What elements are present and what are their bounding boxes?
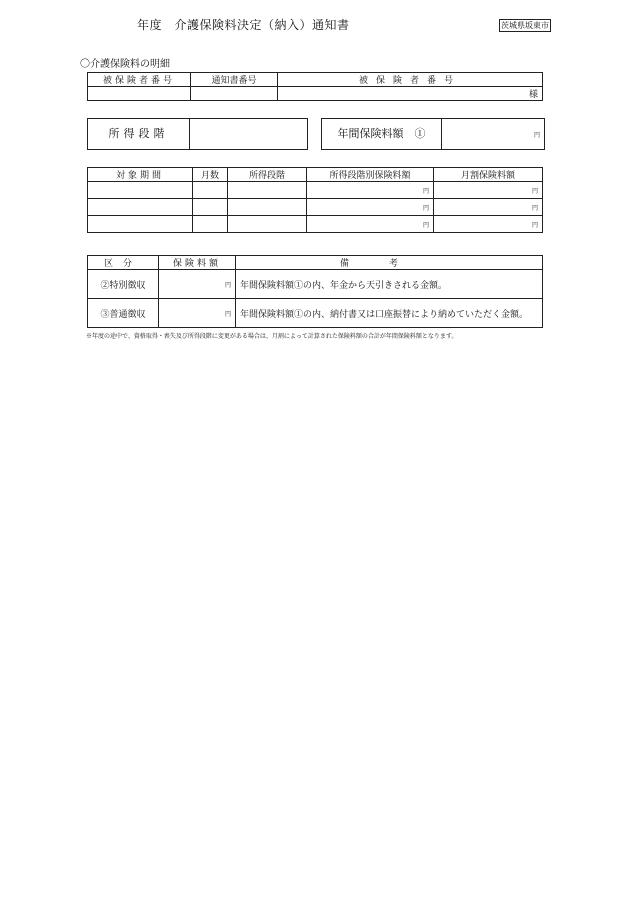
monthly-premium-header: 月割保険料額 — [434, 168, 543, 182]
period-cell — [88, 182, 193, 199]
income-stage-header: 所得段階 — [228, 168, 307, 182]
monthly-premium-cell: 円 — [434, 216, 543, 233]
period-cell — [88, 216, 193, 233]
monthly-premium-cell: 円 — [434, 199, 543, 216]
amount-header: 保険料額 — [159, 256, 236, 270]
section-heading: 〇介護保険料の明細 — [80, 59, 170, 70]
insured-number-header: 被保険者番号 — [88, 73, 191, 87]
insured-name-header: 被保険者番号 — [278, 73, 543, 87]
category-header: 区分 — [88, 256, 159, 270]
municipality-badge: 茨城県坂東市 — [501, 21, 549, 30]
period-row — [88, 182, 543, 199]
collection-row — [88, 270, 543, 299]
stage-cell — [228, 182, 307, 199]
notice-number-cell — [191, 87, 278, 101]
stage-cell — [228, 199, 307, 216]
note-header: 備考 — [236, 256, 543, 270]
collection-table — [87, 255, 543, 328]
annual-premium-yen: 円 — [533, 132, 540, 139]
collection-row — [88, 299, 543, 328]
monthly-premium-cell: 円 — [434, 182, 543, 199]
notice-number-header: 通知書番号 — [191, 73, 278, 87]
category-cell: ③普通徴収 — [88, 299, 159, 328]
notice-title: 年度 介護保険料決定（納入）通知書 — [137, 18, 350, 32]
stage-premium-cell: 円 — [307, 199, 434, 216]
income-stage-label: 所得段階 — [88, 119, 190, 149]
category-cell: ②特別徴収 — [88, 270, 159, 299]
period-row — [88, 216, 543, 233]
period-row — [88, 199, 543, 216]
note-cell: 年間保険料額①の内、納付書又は口座振替により納めていただく金額。 — [236, 299, 543, 328]
period-cell — [88, 199, 193, 216]
stage-premium-cell: 円 — [307, 182, 434, 199]
stage-premium-cell: 円 — [307, 216, 434, 233]
amount-cell: 円 — [159, 270, 236, 299]
honorific-cell: 様 — [278, 87, 543, 101]
annual-premium-label: 年間保険料額 ① — [322, 119, 442, 149]
stage-premium-header: 所得段階別保険料額 — [307, 168, 434, 182]
income-stage-box — [87, 118, 308, 150]
stage-cell — [228, 216, 307, 233]
months-header: 月数 — [193, 168, 228, 182]
note-cell: 年間保険料額①の内、年金から天引きされる金額。 — [236, 270, 543, 299]
months-cell — [193, 182, 228, 199]
footnote: ※年度の途中で、資格取得・喪失及び所得段階に変更がある場合は、月割によって計算された保険料額の合計が年間保険料額となります。 — [86, 333, 458, 340]
annual-premium-box — [321, 118, 545, 150]
months-cell — [193, 199, 228, 216]
period-header: 対象期間 — [88, 168, 193, 182]
period-table — [87, 167, 543, 233]
insured-header-table — [87, 72, 543, 101]
amount-cell: 円 — [159, 299, 236, 328]
insured-number-cell — [88, 87, 191, 101]
months-cell — [193, 216, 228, 233]
